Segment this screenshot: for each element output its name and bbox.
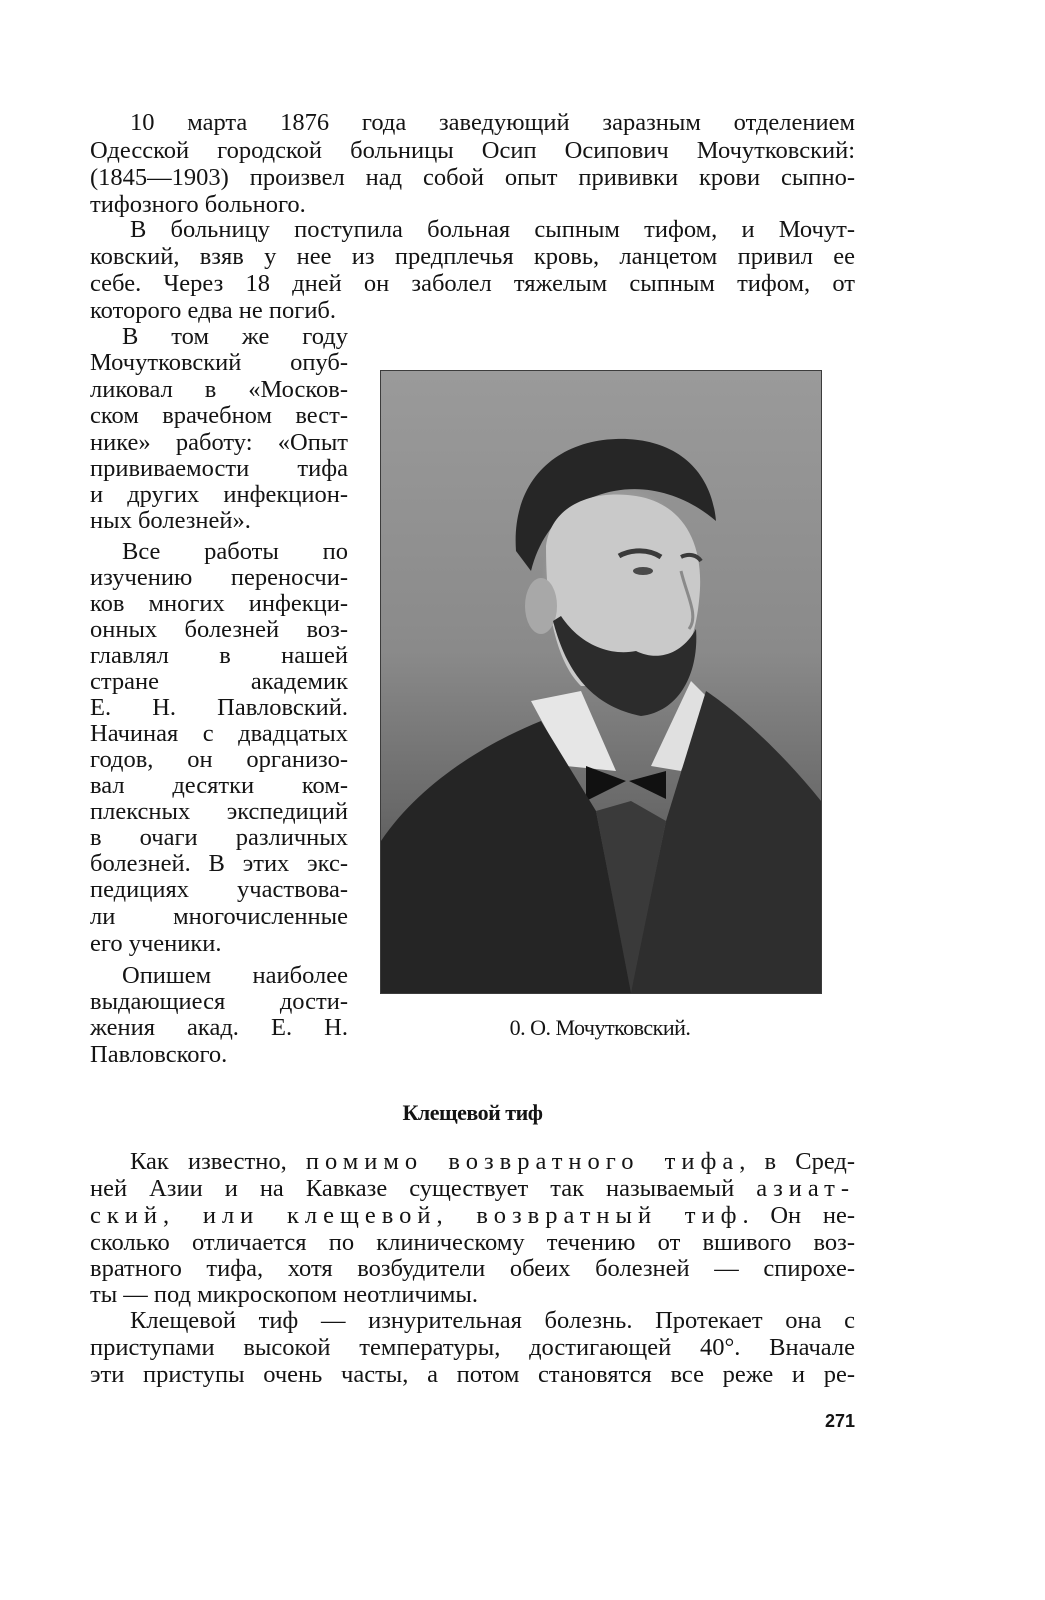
text-line: В больницу поступила больная сыпным тифом, и Мочут- (130, 216, 855, 243)
text-line: Одесской городской больницы Осип Осипович Мочутковский: (90, 137, 855, 164)
emphasized-text: ский, или клещевой, возвратный тиф (90, 1202, 743, 1229)
portrait-photo (380, 370, 822, 994)
text-line: его ученики. (90, 930, 222, 957)
text-line (130, 1148, 855, 1176)
text-line: выдающиеся дости- (90, 988, 348, 1015)
text-line: онных болезней воз- (90, 616, 348, 643)
text-fragment: Как известно, (130, 1148, 306, 1175)
section-heading: Клещевой тиф (402, 1100, 543, 1125)
text-line: в очаги различных (90, 824, 348, 851)
text-line: Клещевой тиф — изнурительная болезнь. Протекает она с (130, 1307, 855, 1334)
portrait-figure (381, 371, 821, 993)
text-line: эти приступы очень часты, а потом становятся все реже и ре- (90, 1361, 855, 1388)
text-line: Все работы по (122, 538, 348, 565)
text-line: и других инфекцион- (90, 481, 348, 508)
text-line: ков многих инфекци- (90, 590, 348, 617)
text-line (90, 1175, 855, 1203)
emphasized-text: азиат- (756, 1175, 855, 1202)
text-line: тифозного больного. (90, 191, 306, 218)
photo-caption: 0. О. Мочутковский. (509, 1015, 691, 1040)
text-line: которого едва не погиб. (90, 297, 337, 324)
text-line: плексных экспедиций (90, 798, 348, 825)
text-line: ты — под микроскопом неотличимы. (90, 1281, 478, 1308)
text-line: Начиная с двадцатых (90, 720, 348, 747)
text-line: болезней. В этих экс- (90, 850, 348, 877)
text-line: ковский, взяв у нее из предплечья кровь, ланцетом привил ее (90, 243, 855, 270)
text-fragment: . Он не- (742, 1202, 855, 1229)
text-line: стране академик (90, 668, 348, 695)
text-line: сколько отличается по клиническому течению от вшивого воз- (90, 1229, 855, 1256)
text-line: вратного тифа, хотя возбудители обеих болезней — спирохе- (90, 1255, 855, 1282)
text-line: ликовал в «Москов- (90, 376, 348, 403)
text-line: В том же году (122, 323, 348, 350)
text-line: приступами высокой температуры, достигающей 40°. Вначале (90, 1334, 855, 1361)
page-number: 271 (824, 1411, 855, 1431)
text-line: ском врачебном вест- (90, 402, 348, 429)
text-line: нике» работу: «Опыт (90, 429, 348, 456)
emphasized-text: помимо возвратного тифа (305, 1148, 740, 1175)
text-fragment: , в Сред- (739, 1148, 855, 1175)
text-line: Мочутковский опуб- (90, 349, 348, 376)
text-line: годов, он организо- (90, 746, 348, 773)
text-line: Павловского. (90, 1041, 228, 1068)
text-line: жения акад. Е. Н. (90, 1014, 348, 1041)
text-line: изучению переносчи- (90, 564, 348, 591)
text-line (90, 1202, 855, 1230)
text-fragment: ней Азии и на Кавказе существует так называемый (90, 1175, 757, 1202)
text-line: вал десятки ком- (90, 772, 348, 799)
text-line: Е. Н. Павловский. (90, 694, 348, 721)
text-line: себе. Через 18 дней он заболел тяжелым сыпным тифом, от (90, 270, 855, 297)
text-line: ли многочисленные (90, 903, 348, 930)
text-line: (1845—1903) произвел над собой опыт прививки крови сыпно- (90, 164, 855, 191)
text-line: главлял в нашей (90, 642, 348, 669)
text-line: Опишем наиболее (122, 962, 348, 989)
text-line: педициях участвова- (90, 876, 348, 903)
text-line: ных болезней». (90, 507, 251, 534)
text-line: 10 марта 1876 года заведующий заразным отделением (130, 109, 855, 136)
text-line: прививаемости тифа (90, 455, 348, 482)
